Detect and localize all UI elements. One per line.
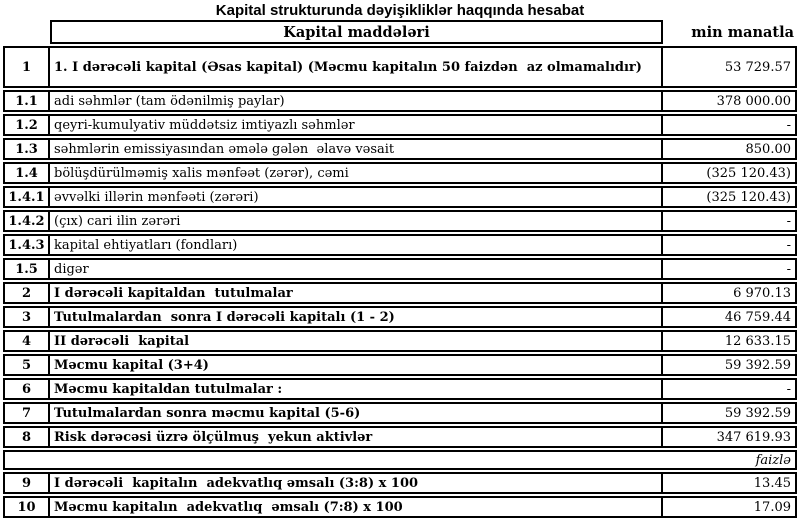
row-value: (325 120.43) [661,188,795,206]
row-value: 17.09 [661,498,795,516]
row-number: 10 [5,498,50,516]
table-row [3,210,797,232]
row-label: bölüşdürülməmiş xalis mənfəət (zərər), cəmi [54,165,349,181]
row-value: 6 970.13 [661,284,795,302]
row-value: 13.45 [661,474,795,492]
column-header-unit: min manatla [691,23,794,41]
row-number: 1.4.1 [5,188,50,206]
row-number: 5 [5,356,50,374]
row-label: adi səhmlər (tam ödənilmiş paylar) [54,93,285,109]
table-row [3,354,797,376]
table-row [3,306,797,328]
table-row [3,90,797,112]
row-value: 850.00 [661,140,795,158]
row-number: 1.4.3 [5,236,50,254]
table-row [3,162,797,184]
row-value: - [661,212,795,230]
table-body [3,46,797,518]
report-title: Kapital strukturunda dəyişikliklər haqqında hesabat [215,2,585,19]
table-row [3,402,797,424]
row-label: Tutulmalardan sonra məcmu kapital (5-6) [54,405,361,421]
row-label: Tutulmalardan sonra I dərəcəli kapitalı (1 - 2) [54,309,395,325]
row-number: 1.5 [5,260,50,278]
row-number: 6 [5,380,50,398]
row-value: 59 392.59 [661,356,795,374]
row-value: 12 633.15 [661,332,795,350]
row-label: (çıx) cari ilin zərəri [54,213,181,229]
row-number: 1.4 [5,164,50,182]
row-number: 1.4.2 [5,212,50,230]
row-label: 1. I dərəcəli kapital (Əsas kapital) (Məcmu kapitalın 50 faizdən az olmamalıdır) [54,59,642,75]
row-label: II dərəcəli kapital [54,333,190,349]
table-row [3,114,797,136]
column-header-items: Kapital maddələri [50,20,663,44]
table-row [3,46,797,88]
header-number-spacer [3,20,50,44]
row-number: 7 [5,404,50,422]
table-row [3,258,797,280]
row-value: - [661,116,795,134]
row-number: 4 [5,332,50,350]
row-number: 2 [5,284,50,302]
row-label: kapital ehtiyatları (fondları) [54,237,238,253]
row-label: digər [54,261,89,277]
table-row [3,496,797,518]
table-row [3,330,797,352]
row-value: 347 619.93 [661,428,795,446]
row-number: 1.1 [5,92,50,110]
row-number: 8 [5,428,50,446]
unit-label: faizlə [755,452,791,468]
row-value: 53 729.57 [661,48,795,86]
table-row [3,426,797,448]
row-number: 1.2 [5,116,50,134]
table-row [3,186,797,208]
row-label: Məcmu kapitalın adekvatlıq əmsalı (7:8) x 100 [54,499,403,515]
capital-structure-table [3,20,797,518]
row-label: səhmlərin emissiyasından əmələ gələn əlavə vəsait [54,141,395,157]
table-row [3,138,797,160]
table-row [3,472,797,494]
row-value: 59 392.59 [661,404,795,422]
row-label: Məcmu kapitaldan tutulmalar : [54,381,283,397]
row-value: - [661,236,795,254]
row-value: - [661,380,795,398]
table-row [3,282,797,304]
row-number: 1.3 [5,140,50,158]
row-value: 46 759.44 [661,308,795,326]
row-value: 378 000.00 [661,92,795,110]
table-row [3,378,797,400]
row-number: 9 [5,474,50,492]
row-value: (325 120.43) [661,164,795,182]
row-label: qeyri-kumulyativ müddətsiz imtiyazlı səhmlər [54,117,355,133]
row-label: əvvəlki illərin mənfəəti (zərəri) [54,189,259,205]
row-label: I dərəcəli kapitalın adekvatlıq əmsalı (3:8) x 100 [54,475,419,491]
row-number: 1 [5,48,50,86]
row-label: I dərəcəli kapitaldan tutulmalar [54,285,293,301]
table-row [3,234,797,256]
row-value: - [661,260,795,278]
unit-row [3,450,797,470]
row-number: 3 [5,308,50,326]
row-label: Risk dərəcəsi üzrə ölçülmuş yekun aktivlər [54,429,373,445]
row-label: Məcmu kapital (3+4) [54,357,209,373]
table-header-row [3,20,797,44]
